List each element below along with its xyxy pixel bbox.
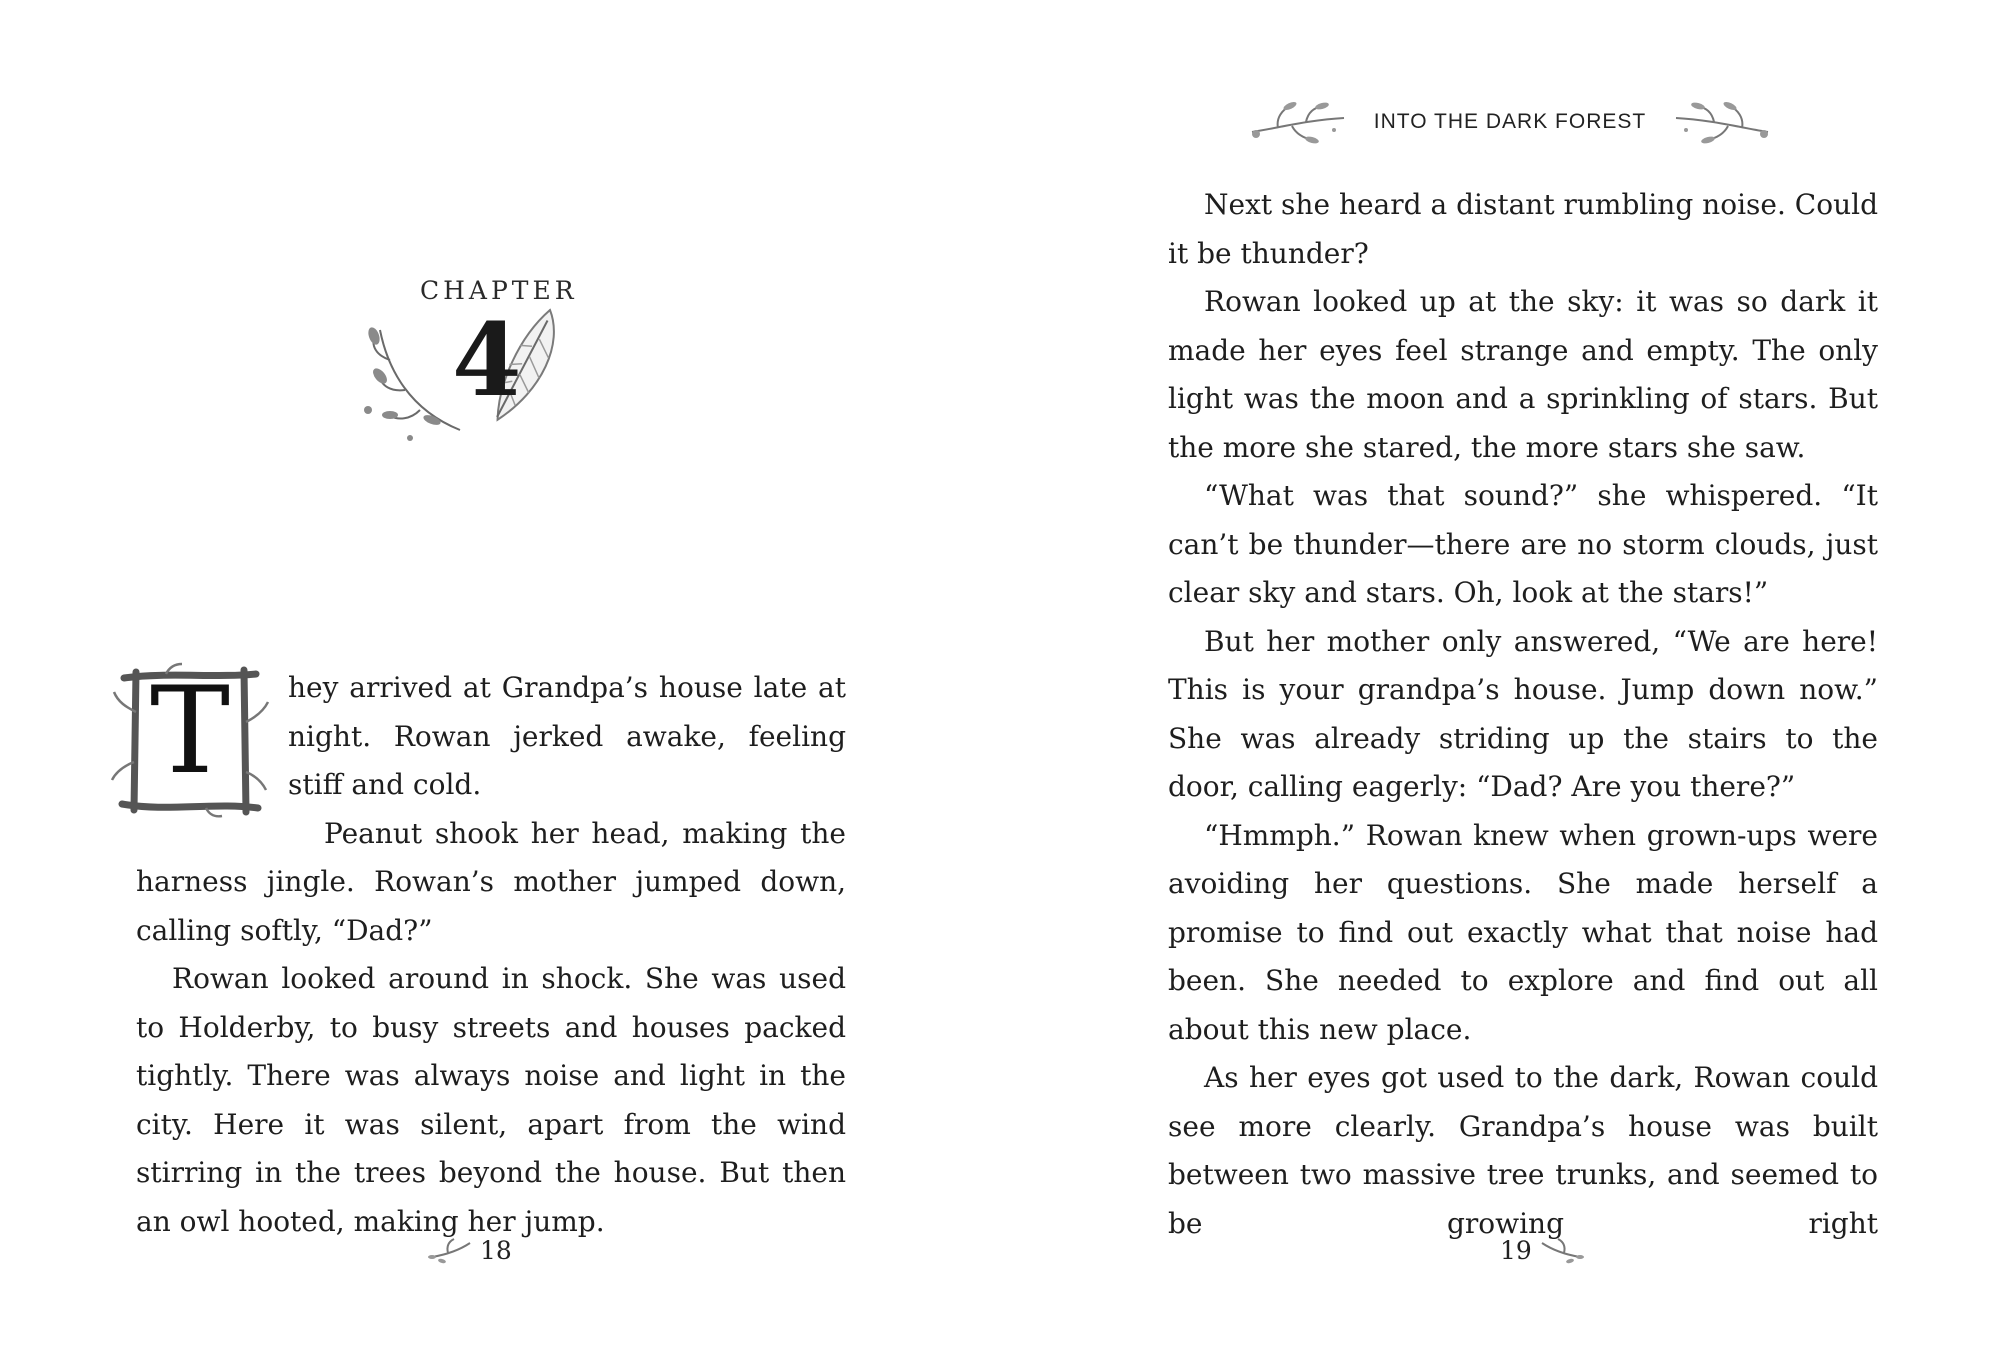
right-page xyxy=(1000,0,2000,1363)
leafy-sprig-icon xyxy=(1248,100,1348,144)
paragraph: Peanut shook her head, making the harness jingle. Rowan’s mother jumped down, calling softly, “Dad?” xyxy=(136,816,846,947)
paragraph: Next she heard a distant rumbling noise. Could it be thunder? xyxy=(1168,188,1878,270)
chapter-label: CHAPTER xyxy=(420,276,578,305)
page-number-right xyxy=(1500,1230,1584,1270)
page-number: 18 xyxy=(480,1235,512,1265)
paragraph: “What was that sound?” she whispered. “It can’t be thunder—there are no storm clouds, just clear sky and stars. Oh, look at the stars!” xyxy=(1168,479,1878,609)
running-header-title: INTO THE DARK FOREST xyxy=(1373,110,1647,133)
left-page-body xyxy=(136,664,846,1246)
leafy-sprig-icon xyxy=(1672,100,1772,144)
chapter-heading xyxy=(360,270,660,460)
chapter-number: 4 xyxy=(452,301,522,419)
paragraph: “Hmmph.” Rowan knew when grown-ups were avoiding her questions. She made herself a promise to find out exactly what that noise had been. She needed to explore and find out all about this new place. xyxy=(1168,818,1878,1046)
page-number-left xyxy=(428,1230,512,1270)
drop-cap xyxy=(106,662,274,818)
paragraph: As her eyes got used to the dark, Rowan could see more clearly. Grandpa’s house was built between two massive tree trunks, and seemed to be growing right xyxy=(1168,1061,1878,1240)
right-page-body xyxy=(1168,181,1878,1248)
paragraph: Rowan looked up at the sky: it was so dark it made her eyes feel strange and empty. The only light was the moon and a sprinkling of stars. But the more she stared, the more stars she saw. xyxy=(1168,285,1878,464)
small-sprig-icon xyxy=(428,1235,474,1265)
drop-cap-letter: T xyxy=(149,662,231,801)
paragraph: hey arrived at Grandpa’s house late at night. Rowan jerked awake, feeling stiff and cold. xyxy=(288,671,846,801)
small-sprig-icon xyxy=(1538,1235,1584,1265)
paragraph: But her mother only answered, “We are here! This is your grandpa’s house. Jump down now.” She was already striding up the stairs to the door, calling eagerly: “Dad? Are you there?” xyxy=(1168,624,1878,803)
paragraph: Rowan looked around in shock. She was used to Holderby, to busy streets and houses packed tightly. There was always noise and light in the city. Here it was silent, apart from the wind stirring in the trees beyond the house. But then an owl hooted, making her jump. xyxy=(136,962,846,1238)
page-number: 19 xyxy=(1500,1235,1532,1265)
running-header xyxy=(1230,92,1790,152)
